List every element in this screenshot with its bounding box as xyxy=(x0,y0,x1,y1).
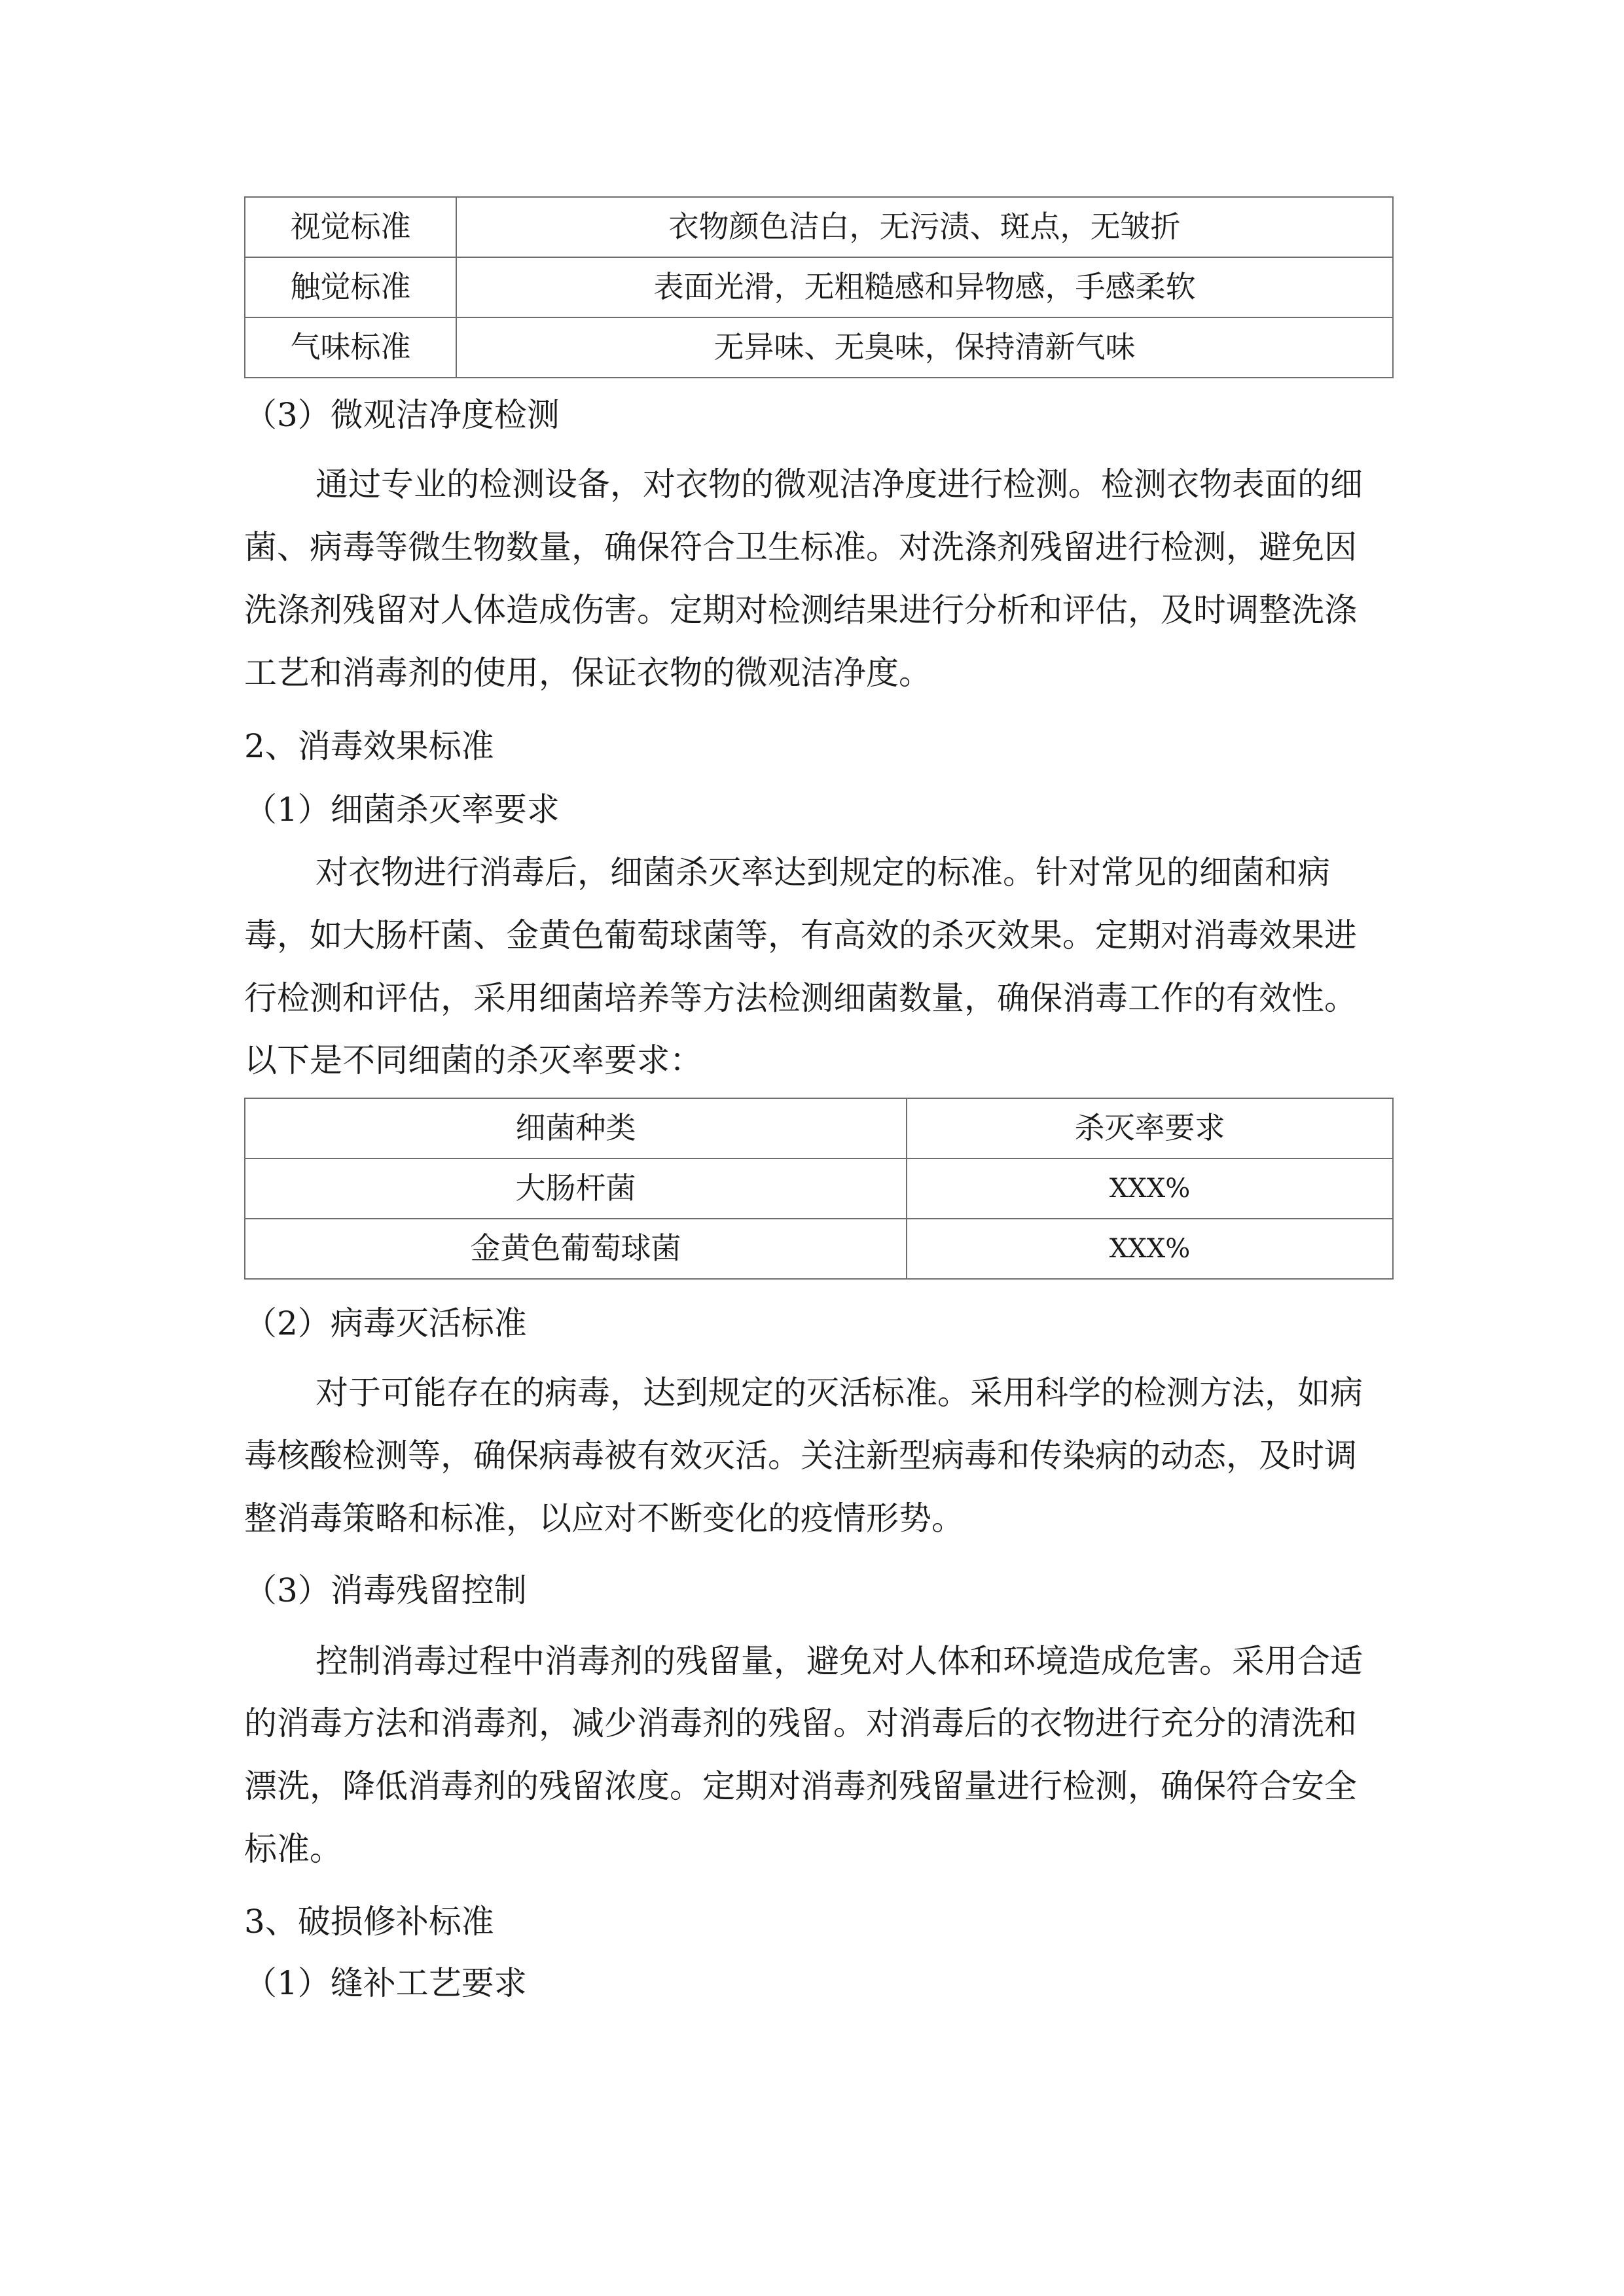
table-cell-rate: XXX% xyxy=(907,1158,1393,1219)
paragraph-line: 行检测和评估，采用细菌培养等方法检测细菌数量，确保消毒工作的有效性。 xyxy=(244,979,1357,1017)
paragraph-line: 菌、病毒等微生物数量，确保符合卫生标准。对洗涤剂残留进行检测，避免因 xyxy=(244,528,1357,566)
subsection-heading: （1）缝补工艺要求 xyxy=(244,1964,527,2002)
kill-rate-table xyxy=(244,1098,1394,1280)
paragraph-line: 标准。 xyxy=(244,1830,342,1868)
paragraph-line: 控制消毒过程中消毒剂的残留量，避免对人体和环境造成危害。采用合适 xyxy=(316,1642,1363,1680)
table-row xyxy=(245,1219,1393,1279)
section-heading: 2、消毒效果标准 xyxy=(244,727,494,765)
micro-heading: （3）微观洁净度检测 xyxy=(244,396,560,434)
section-heading: 3、破损修补标准 xyxy=(244,1903,494,1941)
table-cell-desc: 无异味、无臭味，保持清新气味 xyxy=(456,317,1393,378)
table-row xyxy=(245,317,1393,378)
table-cell-label: 触觉标准 xyxy=(245,257,456,317)
paragraph-line: 通过专业的检测设备，对衣物的微观洁净度进行检测。检测衣物表面的细 xyxy=(316,465,1363,503)
subsection-heading: （3）消毒残留控制 xyxy=(244,1571,527,1609)
paragraph-line: 对于可能存在的病毒，达到规定的灭活标准。采用科学的检测方法，如病 xyxy=(316,1374,1363,1412)
sensory-standards-table xyxy=(244,196,1394,378)
table-header-cell: 细菌种类 xyxy=(245,1098,907,1158)
paragraph-line: 漂洗，降低消毒剂的残留浓度。定期对消毒剂残留量进行检测，确保符合安全 xyxy=(244,1767,1357,1805)
paragraph-line: 对衣物进行消毒后，细菌杀灭率达到规定的标准。针对常见的细菌和病 xyxy=(316,853,1330,891)
subsection-heading: （2）病毒灭活标准 xyxy=(244,1304,527,1342)
paragraph-line: 工艺和消毒剂的使用，保证衣物的微观洁净度。 xyxy=(244,654,931,692)
table-cell-desc: 衣物颜色洁白，无污渍、斑点，无皱折 xyxy=(456,197,1393,257)
table-cell-label: 视觉标准 xyxy=(245,197,456,257)
table-header-row xyxy=(245,1098,1393,1158)
paragraph-line: 以下是不同细菌的杀灭率要求： xyxy=(244,1041,702,1079)
table-header-cell: 杀灭率要求 xyxy=(907,1098,1393,1158)
table-cell-bacteria: 大肠杆菌 xyxy=(245,1158,907,1219)
paragraph-line: 整消毒策略和标准，以应对不断变化的疫情形势。 xyxy=(244,1499,964,1537)
table-row xyxy=(245,197,1393,257)
table-row xyxy=(245,1158,1393,1219)
table-cell-bacteria: 金黄色葡萄球菌 xyxy=(245,1219,907,1279)
paragraph-line: 的消毒方法和消毒剂，减少消毒剂的残留。对消毒后的衣物进行充分的清洗和 xyxy=(244,1704,1357,1742)
table-cell-rate: XXX% xyxy=(907,1219,1393,1279)
paragraph-line: 毒，如大肠杆菌、金黄色葡萄球菌等，有高效的杀灭效果。定期对消毒效果进 xyxy=(244,916,1357,954)
paragraph-line: 洗涤剂残留对人体造成伤害。定期对检测结果进行分析和评估，及时调整洗涤 xyxy=(244,591,1357,629)
table-row xyxy=(245,257,1393,317)
subsection-heading: （1）细菌杀灭率要求 xyxy=(244,791,560,829)
table-cell-desc: 表面光滑，无粗糙感和异物感，手感柔软 xyxy=(456,257,1393,317)
table-cell-label: 气味标准 xyxy=(245,317,456,378)
paragraph-line: 毒核酸检测等，确保病毒被有效灭活。关注新型病毒和传染病的动态，及时调 xyxy=(244,1437,1357,1475)
